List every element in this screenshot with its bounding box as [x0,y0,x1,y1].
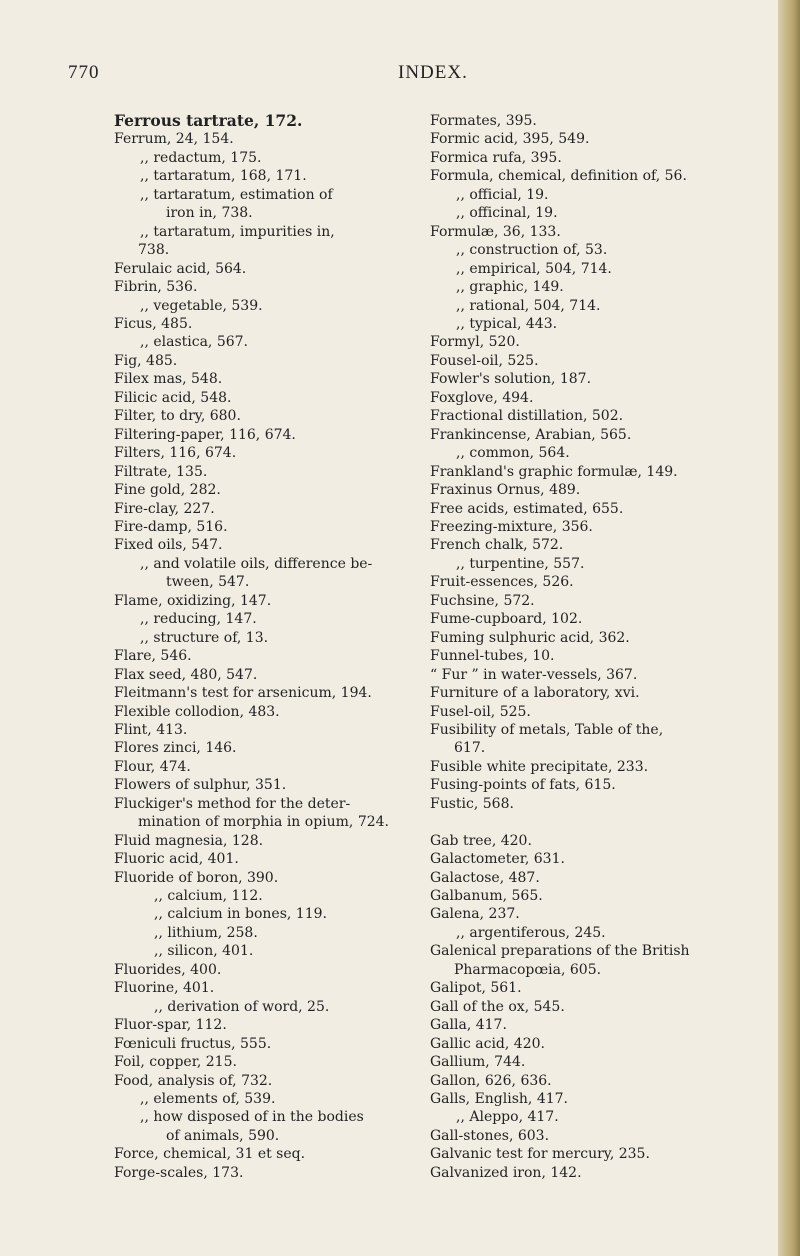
index-entry: Flowers of sulphur, 351. [114,777,287,794]
index-entry: Fousel-oil, 525. [430,352,539,369]
index-entry: Frankland's graphic formulæ, 149. [430,463,678,480]
index-entry: ,, derivation of word, 25. [154,998,330,1015]
index-entry: Fire-damp, 516. [114,518,228,535]
index-entry: Filex mas, 548. [114,371,223,388]
index-entry: Fractional distillation, 502. [430,408,624,425]
index-entry: ,, elements of, 539. [140,1091,276,1108]
index-entry: Filtering-paper, 116, 674. [114,426,296,443]
index-entry: Fixed oils, 547. [114,537,223,554]
index-entry: Fowler's solution, 187. [430,371,592,388]
index-entry: ,, tartaratum, 168, 171. [140,168,307,185]
index-entry: Gallon, 626, 636. [430,1072,552,1089]
index-entry: ,, rational, 504, 714. [456,297,601,314]
index-entry: Flare, 546. [114,648,192,665]
index-entry: Funnel-tubes, 10. [430,648,555,665]
index-entry: ,, structure of, 13. [140,629,269,646]
page-edge [778,0,800,1256]
index-entry: Foxglove, 494. [430,389,534,406]
index-entry: ,, vegetable, 539. [140,297,263,314]
index-entry: Fluid magnesia, 128. [114,832,264,849]
index-entry: ,, common, 564. [456,445,570,462]
index-entry: Gab tree, 420. [430,832,532,849]
index-entry: ,, how disposed of in the bodies [140,1109,364,1126]
index-entry: Fume-cupboard, 102. [430,611,583,628]
index-entry: Formula, chemical, definition of, 56. [430,168,687,185]
index-entry: Gallic acid, 420. [430,1035,545,1052]
index-entry: mination of morphia in opium, 724. [138,814,390,831]
index-entry: Filicic acid, 548. [114,389,232,406]
index-entry: ,, elastica, 567. [140,334,249,351]
index-entry: Filter, to dry, 680. [114,408,241,425]
index-entry: Formates, 395. [430,113,537,129]
index-entry: ,, lithium, 258. [154,924,258,941]
index-entry: ,, and volatile oils, difference be- [140,555,373,572]
index-entry: Fruit-essences, 526. [430,574,574,591]
index-entry: Fusel-oil, 525. [430,703,531,720]
index-entry: Fuchsine, 572. [430,592,535,609]
index-entry: Freezing-mixture, 356. [430,518,593,535]
index-entry: ,, tartaratum, estimation of [140,186,333,203]
index-entry: Ferrous tartrate, 172. [114,111,303,130]
index-entry: Food, analysis of, 732. [114,1072,273,1089]
index-entry: Free acids, estimated, 655. [430,500,624,517]
index-entry: Formulæ, 36, 133. [430,223,561,240]
index-entry: ,, redactum, 175. [140,149,262,166]
index-entry: Fire-clay, 227. [114,500,215,517]
index-entry: Fluor-spar, 112. [114,1017,227,1034]
index-entry: Pharmacopœia, 605. [454,961,602,978]
index-entry: Galbanum, 565. [430,888,543,905]
index-entry: tween, 547. [166,574,250,591]
index-entry: Filtrate, 135. [114,463,208,480]
index-entry: ,, construction of, 53. [456,242,608,259]
index-entry: Galvanic test for mercury, 235. [430,1146,650,1163]
index-entry: Flax seed, 480, 547. [114,666,258,683]
index-entry: of animals, 590. [166,1127,280,1144]
index-entry: Fustic, 568. [430,795,514,812]
index-entry: Fluoric acid, 401. [114,851,239,868]
index-entry: ,, official, 19. [456,186,549,203]
index-entry: Fluorides, 400. [114,961,222,978]
index-entry: Flour, 474. [114,758,191,775]
index-entry: Flexible collodion, 483. [114,703,280,720]
index-entry: Galls, English, 417. [430,1091,568,1107]
page-header [0,62,778,94]
index-entry: 738. [138,242,170,259]
index-entry: iron in, 738. [166,205,253,222]
index-entry: ,, argentiferous, 245. [456,924,606,941]
index-entry: Gall of the ox, 545. [430,998,565,1015]
index-entry: Flores zinci, 146. [114,740,237,757]
page-number: 770 [68,62,100,83]
index-entry: Galactometer, 631. [430,851,565,868]
index-entry: Ficus, 485. [114,315,193,332]
index-entry: Force, chemical, 31 et seq. [114,1146,306,1163]
index-entry: French chalk, 572. [430,537,564,554]
index-entry: Fluorine, 401. [114,980,215,997]
index-entry: Galactose, 487. [430,869,540,886]
index-column-right [430,112,768,1182]
index-entry: Fuming sulphuric acid, 362. [430,629,630,646]
index-entry: Foil, copper, 215. [114,1054,237,1071]
index-entry: Fusible white precipitate, 233. [430,758,649,775]
page-title: INDEX. [398,62,468,83]
index-entry: 617. [454,740,486,757]
index-entry: Fraxinus Ornus, 489. [430,482,581,499]
index-entry: Galenical preparations of the British [430,943,690,960]
index-entry: Ferulaic acid, 564. [114,260,247,277]
index-entry: Gallium, 744. [430,1054,526,1071]
index-entry: Filters, 116, 674. [114,445,237,462]
index-entry: Formyl, 520. [430,334,520,351]
index-entry: Forge-scales, 173. [114,1164,244,1181]
index-entry: ,, reducing, 147. [140,611,257,628]
index-entry: ,, typical, 443. [456,315,558,332]
index-entry: Gall-stones, 603. [430,1127,550,1144]
index-entry: Fluoride of boron, 390. [114,869,279,886]
index-entry: Furniture of a laboratory, xvi. [430,685,640,702]
index-entry: ,, officinal, 19. [456,205,558,222]
index-entry: Fig, 485. [114,352,178,369]
index-entry: ,, silicon, 401. [154,943,254,960]
index-entry: Fluckiger's method for the deter- [114,795,351,812]
index-entry: Flame, oxidizing, 147. [114,592,272,609]
index-entry: Ferrum, 24, 154. [114,131,234,148]
index-entry: ,, graphic, 149. [456,279,564,296]
index-entry: Formica rufa, 395. [430,149,562,166]
index-column-left [114,112,424,1182]
index-entry: ,, calcium, 112. [154,888,263,905]
index-entry: Fine gold, 282. [114,482,221,499]
index-entry: Fusibility of metals, Table of the, [430,721,664,738]
index-entry: ,, tartaratum, impurities in, [140,223,335,240]
index-entry: Fœniculi fructus, 555. [114,1035,272,1052]
index-entry: Frankincense, Arabian, 565. [430,426,632,443]
index-entry: ,, Aleppo, 417. [456,1109,559,1126]
index-entry: Galena, 237. [430,906,520,923]
index-entry: Fusing-points of fats, 615. [430,777,616,794]
index-entry: ,, turpentine, 557. [456,555,585,572]
index-entry: ,, calcium in bones, 119. [154,906,327,923]
index-entry: Fleitmann's test for arsenicum, 194. [114,685,372,702]
index-entry: Flint, 413. [114,721,188,738]
index-entry: Galla, 417. [430,1017,507,1034]
index-entry: ,, empirical, 504, 714. [456,260,612,277]
index-entry: Fibrin, 536. [114,279,198,296]
index-entry: Galvanized iron, 142. [430,1164,582,1181]
index-entry: Formic acid, 395, 549. [430,131,590,148]
index-entry: “ Fur ” in water-vessels, 367. [430,666,638,683]
index-entry: Galipot, 561. [430,980,522,997]
